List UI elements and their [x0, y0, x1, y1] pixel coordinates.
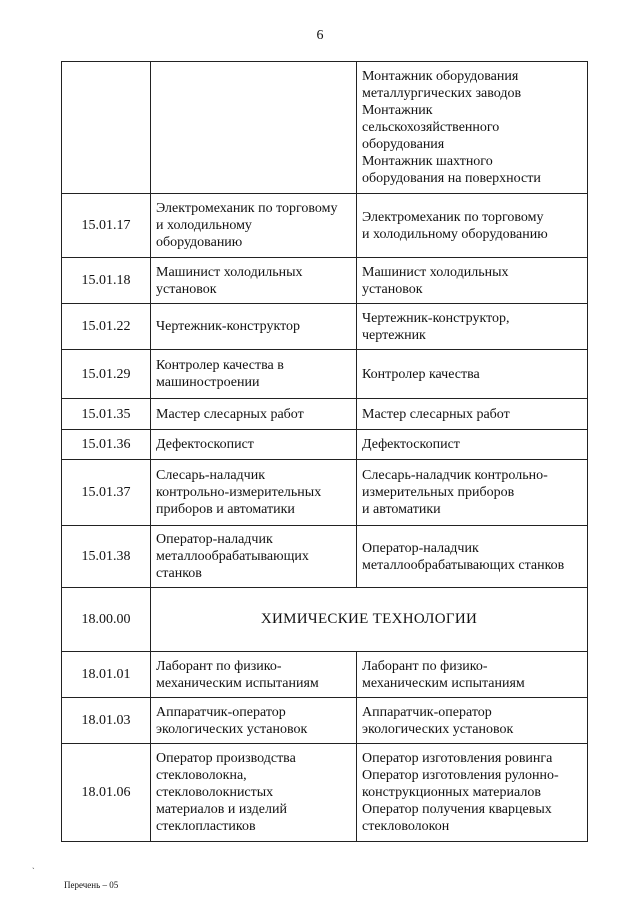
program-name-cell — [151, 399, 357, 430]
table-row — [62, 652, 588, 698]
program-name-cell-line: Дефектоскопист — [156, 437, 254, 452]
code-cell: 15.01.17 — [62, 194, 151, 258]
profession-cell-line: Монтажник — [362, 103, 433, 118]
profession-cell-line: Мастер слесарных работ — [362, 406, 510, 422]
program-name-cell-line: оборудованию — [156, 235, 243, 250]
table-row — [62, 430, 588, 460]
profession-cell — [357, 62, 588, 194]
section-code: 18.00.00 — [62, 588, 151, 652]
profession-cell-line: сельскохозяйственного — [362, 120, 500, 135]
profession-cell-line: Контролер качества — [362, 366, 480, 382]
page-footer: Перечень – 05 — [64, 880, 119, 890]
profession-cell-line: Чертежник-конструктор, — [362, 310, 510, 326]
code-cell: 15.01.38 — [62, 526, 151, 588]
program-name-cell-line: машиностроении — [156, 375, 260, 390]
profession-cell-line: Монтажник шахтного — [362, 154, 493, 169]
profession-cell — [357, 350, 588, 399]
program-name-cell-line: Контролер качества в — [156, 358, 284, 373]
table-row — [62, 526, 588, 588]
page-number: 6 — [316, 28, 324, 43]
program-name-cell-line: Оператор-наладчик — [156, 532, 273, 547]
profession-cell — [357, 652, 588, 698]
profession-cell-line: Машинист холодильных — [362, 264, 509, 280]
program-name-cell — [151, 350, 357, 399]
code-cell: 15.01.18 — [62, 258, 151, 304]
profession-cell-line: Слесарь-наладчик контрольно- — [362, 468, 548, 483]
profession-cell — [357, 460, 588, 526]
table-row — [62, 399, 588, 430]
program-name-cell — [151, 430, 357, 460]
profession-cell — [357, 194, 588, 258]
code-cell: 15.01.22 — [62, 304, 151, 350]
program-name-cell-line: стекловолокна, — [156, 768, 247, 783]
profession-cell-line: стекловолокон — [362, 819, 450, 834]
code-cell: 15.01.35 — [62, 399, 151, 430]
margin-mark: ˏ — [32, 860, 35, 869]
profession-cell-line: Монтажник оборудования — [362, 69, 519, 84]
profession-cell-line: и холодильному оборудованию — [362, 226, 548, 242]
program-name-cell-line: Электромеханик по торговому — [156, 201, 338, 216]
table-row — [62, 350, 588, 399]
profession-cell — [357, 526, 588, 588]
program-name-cell-line: Мастер слесарных работ — [156, 406, 304, 422]
code-cell — [62, 62, 151, 194]
program-name-cell-line: Слесарь-наладчик — [156, 468, 266, 483]
program-name-cell-line: станков — [156, 566, 202, 581]
program-name-cell — [151, 652, 357, 698]
profession-cell — [357, 698, 588, 744]
professions-table — [61, 61, 588, 842]
code-cell: 15.01.37 — [62, 460, 151, 526]
program-name-cell — [151, 62, 357, 194]
code-cell: 15.01.36 — [62, 430, 151, 460]
program-name-cell — [151, 460, 357, 526]
program-name-cell-line: Оператор производства — [156, 751, 296, 766]
code-cell: 18.01.01 — [62, 652, 151, 698]
profession-cell-line: Лаборант по физико- — [362, 658, 488, 674]
profession-cell-line: экологических установок — [362, 721, 514, 737]
program-name-cell-line: стекловолокнистых — [156, 785, 274, 800]
program-name-cell-line: стеклопластиков — [156, 819, 256, 834]
program-name-cell — [151, 526, 357, 588]
profession-cell-line: Электромеханик по торговому — [362, 209, 544, 225]
program-name-cell-line: экологических установок — [156, 721, 308, 737]
profession-cell-line: Аппаратчик-оператор — [362, 704, 492, 720]
code-cell: 18.01.06 — [62, 744, 151, 842]
program-name-cell-line: контрольно-измерительных — [156, 485, 322, 500]
program-name-cell-line: Аппаратчик-оператор — [156, 704, 286, 720]
program-name-cell-line: приборов и автоматики — [156, 502, 295, 517]
table-row — [62, 62, 588, 194]
table-row — [62, 258, 588, 304]
program-name-cell — [151, 304, 357, 350]
profession-cell — [357, 304, 588, 350]
table-body — [62, 62, 588, 842]
table-row — [62, 304, 588, 350]
program-name-cell-line: металлообрабатывающих — [156, 549, 309, 564]
program-name-cell-line: Лаборант по физико- — [156, 658, 282, 674]
program-name-cell-line: Чертежник-конструктор — [156, 319, 301, 334]
profession-cell — [357, 744, 588, 842]
profession-cell-line: Оператор изготовления рулонно- — [362, 768, 559, 783]
program-name-cell-line: механическим испытаниям — [156, 675, 319, 691]
profession-cell-line: Дефектоскопист — [362, 437, 460, 452]
profession-cell — [357, 430, 588, 460]
profession-cell-line: измерительных приборов — [362, 485, 515, 500]
profession-cell — [357, 399, 588, 430]
code-cell: 15.01.29 — [62, 350, 151, 399]
section-title: ХИМИЧЕСКИЕ ТЕХНОЛОГИИ — [151, 588, 588, 652]
table-row — [62, 698, 588, 744]
profession-cell-line: Оператор получения кварцевых — [362, 802, 552, 817]
program-name-cell — [151, 698, 357, 744]
profession-cell-line: металлургических заводов — [362, 86, 522, 101]
program-name-cell-line: установок — [156, 281, 217, 297]
program-name-cell — [151, 194, 357, 258]
profession-cell-line: оборудования на поверхности — [362, 171, 541, 186]
profession-cell-line: металлообрабатывающих станков — [362, 557, 565, 573]
table-row — [62, 744, 588, 842]
program-name-cell-line: материалов и изделий — [156, 802, 287, 817]
profession-cell-line: и автоматики — [362, 502, 441, 517]
profession-cell-line: Оператор-наладчик — [362, 540, 479, 556]
program-name-cell — [151, 744, 357, 842]
profession-cell-line: установок — [362, 281, 423, 297]
program-name-cell-line: и холодильному — [156, 218, 252, 233]
table-row — [62, 194, 588, 258]
program-name-cell-line: Машинист холодильных — [156, 264, 303, 280]
profession-cell-line: оборудования — [362, 137, 445, 152]
section-row — [62, 588, 588, 652]
program-name-cell — [151, 258, 357, 304]
profession-cell-line: Оператор изготовления ровинга — [362, 751, 553, 766]
profession-cell-line: чертежник — [362, 327, 426, 343]
profession-cell — [357, 258, 588, 304]
profession-cell-line: конструкционных материалов — [362, 785, 541, 800]
table-row — [62, 460, 588, 526]
profession-cell-line: механическим испытаниям — [362, 675, 525, 691]
code-cell: 18.01.03 — [62, 698, 151, 744]
